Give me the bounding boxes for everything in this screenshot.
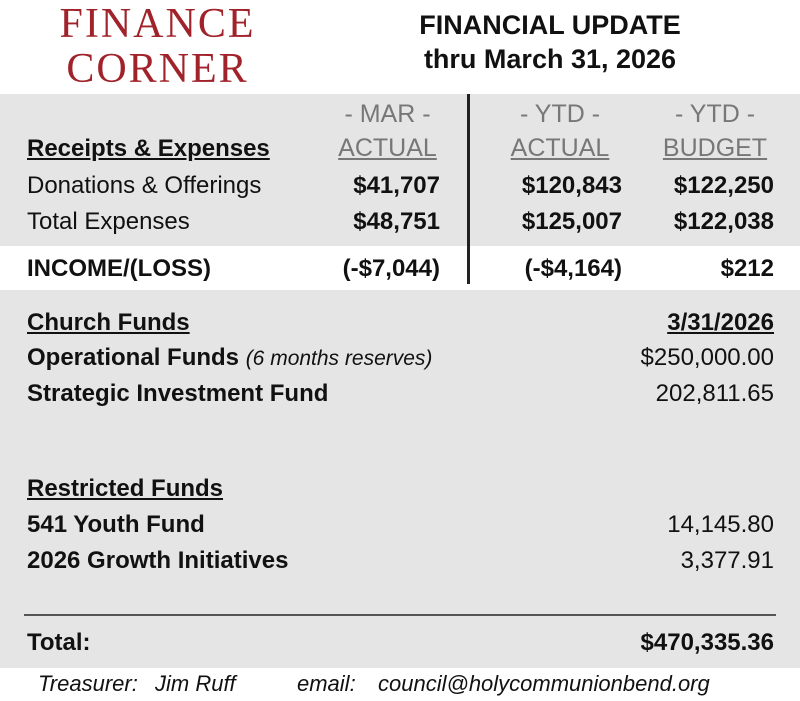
col-mar-top: - MAR -	[344, 100, 431, 128]
income-ytd-actual: (-$4,164)	[524, 255, 622, 282]
operational-funds-label: Operational Funds	[27, 344, 240, 371]
donations-label: Donations & Offerings	[27, 172, 262, 199]
youth-fund-value: 14,145.80	[667, 511, 774, 538]
title-line-1: FINANCIAL UPDATE	[419, 10, 681, 40]
expenses-ytd-budget: $122,038	[673, 208, 774, 235]
total-divider	[24, 614, 776, 616]
email-address[interactable]: council@holycommunionbend.org	[378, 671, 710, 696]
income-label: INCOME/(LOSS)	[27, 255, 211, 282]
col-ytd-actual-top: - YTD -	[519, 100, 601, 128]
brand-logo	[25, 2, 290, 92]
column-divider	[467, 94, 470, 284]
col-mar-bottom: ACTUAL	[338, 134, 437, 162]
church-funds-heading: Church Funds	[27, 309, 190, 336]
treasurer-label: Treasurer:	[38, 671, 138, 696]
operational-funds-value: $250,000.00	[640, 344, 774, 371]
col-ytd-budget-top: - YTD -	[674, 100, 756, 128]
brand-line-1: FINANCE	[59, 1, 256, 47]
treasurer-name: Jim Ruff	[155, 671, 236, 696]
operational-funds-row	[27, 344, 432, 373]
col-ytd-budget-bottom: BUDGET	[662, 134, 768, 162]
growth-initiatives-label: 2026 Growth Initiatives	[27, 547, 289, 574]
expenses-mar: $48,751	[353, 208, 440, 235]
growth-initiatives-value: 3,377.91	[680, 547, 774, 574]
donations-ytd-actual: $120,843	[521, 172, 622, 199]
col-ytd-actual-bottom: ACTUAL	[510, 134, 610, 162]
donations-mar: $41,707	[353, 172, 440, 199]
expenses-ytd-actual: $125,007	[521, 208, 622, 235]
total-value: $470,335.36	[640, 629, 774, 656]
page-title	[370, 8, 730, 76]
church-funds-date: 3/31/2026	[667, 309, 774, 336]
receipts-heading: Receipts & Expenses	[27, 135, 270, 162]
strategic-fund-label: Strategic Investment Fund	[27, 380, 329, 407]
strategic-fund-value: 202,811.65	[655, 380, 774, 407]
youth-fund-label: 541 Youth Fund	[27, 511, 205, 538]
expenses-label: Total Expenses	[27, 208, 190, 235]
operational-funds-note: (6 months reserves)	[245, 347, 433, 370]
donations-ytd-budget: $122,250	[673, 172, 774, 199]
total-label: Total:	[27, 629, 91, 656]
income-ytd-budget: $212	[720, 255, 774, 282]
title-line-2: thru March 31, 2026	[423, 44, 677, 74]
income-mar: (-$7,044)	[342, 255, 440, 282]
restricted-funds-heading: Restricted Funds	[27, 475, 224, 502]
brand-line-2: CORNER	[66, 46, 249, 92]
email-label: email:	[297, 671, 356, 696]
